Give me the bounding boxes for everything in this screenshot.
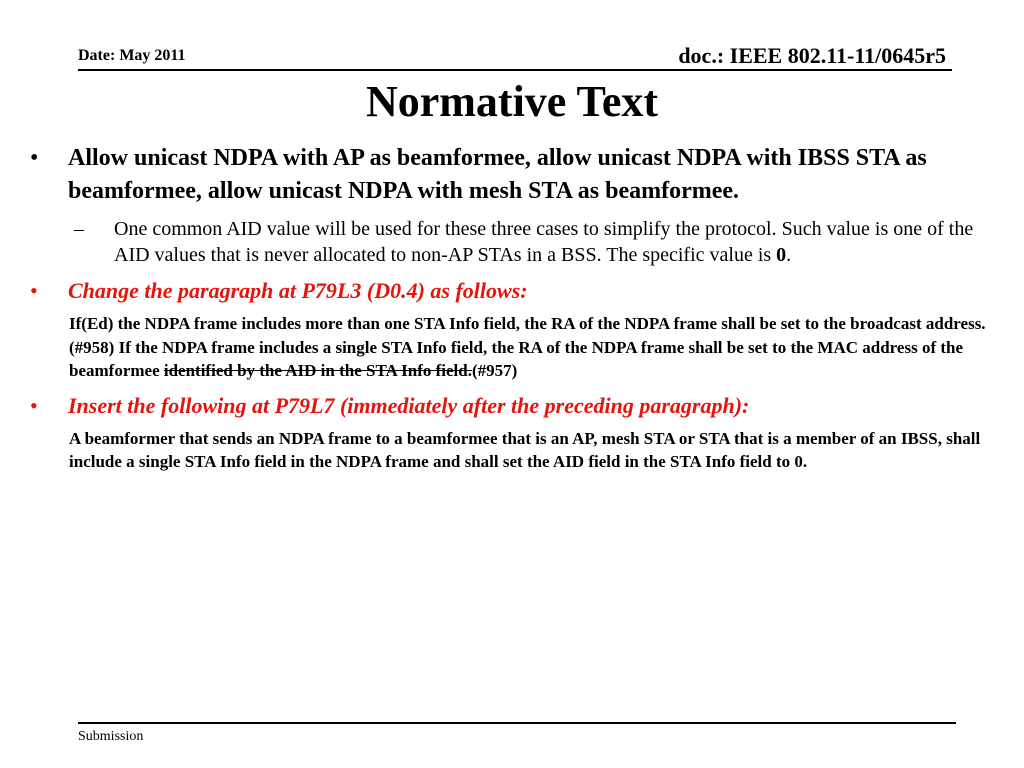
dash-mark: – [74, 218, 84, 240]
bullet-3 [30, 391, 1000, 421]
footer-label: Submission [78, 729, 144, 744]
normative-paragraph-2 [30, 427, 1000, 474]
aid-value: 0 [776, 244, 787, 266]
deleted-text: identified by the AID in the STA Info field. [163, 361, 472, 380]
sub-bullet-1 [30, 216, 1000, 268]
header-date: Date: May 2011 [78, 47, 186, 64]
slide-title: Normative Text [365, 77, 659, 126]
header-doc-id: doc.: IEEE 802.11-11/0645r5 [678, 43, 946, 68]
sub-bullet-text: One common AID value will be used for these three cases to simplify the protocol. Such value is one of the AID values that is never allocated to non-AP STAs in a BSS. The specific value is [114, 218, 974, 266]
bullet-mark: • [30, 145, 39, 171]
slide-content [30, 142, 1000, 474]
sub-bullet-end: . [786, 244, 792, 266]
footer-rule [78, 722, 956, 724]
bullet-3-text: Insert the following at P79L7 (immediately after the preceding paragraph): [68, 392, 750, 418]
paragraph-end: (#957) [471, 361, 518, 380]
normative-paragraph-1 [30, 312, 1000, 383]
bullet-mark: • [30, 278, 38, 303]
paragraph-text: A beamformer that sends an NDPA frame to a beamformee that is an AP, mesh STA or STA that is a member of an IBSS, shall include a single STA Info field in the NDPA frame and shall set the AID field in the STA Info field to 0. [69, 428, 981, 471]
bullet-2-text: Change the paragraph at P79L3 (D0.4) as follows: [68, 278, 528, 303]
paragraph-text: If(Ed) the NDPA frame includes more than one STA Info field, the RA of the NDPA frame shall be set to the broadcast address.(#958) If the NDPA frame includes a single STA Info field, the RA of the NDPA frame shall be set to the MAC address of the beamformee [69, 314, 986, 380]
bullet-1 [30, 142, 1000, 208]
bullet-2 [30, 276, 1000, 306]
bullet-1-text: Allow unicast NDPA with AP as beamformee, allow unicast NDPA with IBSS STA as beamformee, allow unicast NDPA with mesh STA as beamformee. [68, 145, 927, 204]
bullet-mark: • [30, 392, 38, 418]
header-rule [78, 69, 952, 71]
